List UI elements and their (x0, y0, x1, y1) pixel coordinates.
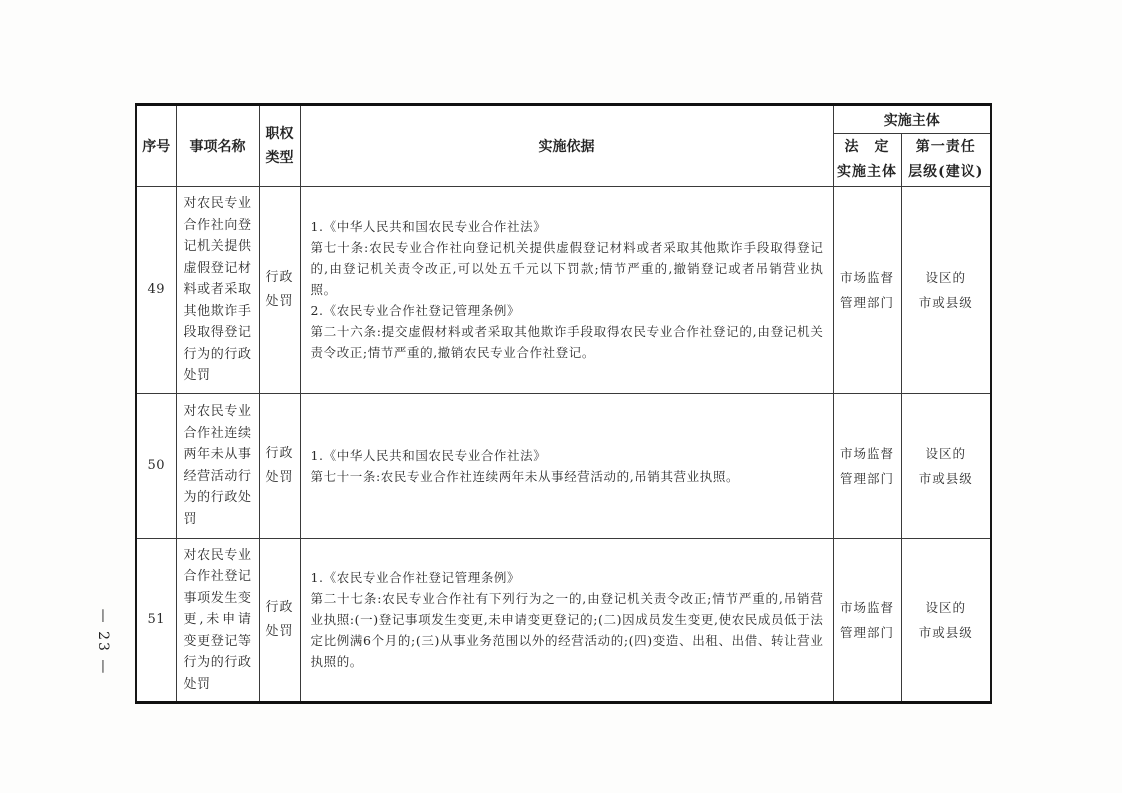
seq-cell: 50 (136, 393, 176, 538)
basis-paragraph: 第七十一条:农民专业合作社连续两年未从事经营活动的,吊销其营业执照。 (310, 468, 740, 484)
table-row (136, 187, 991, 394)
legal-subject-line: 市场监督 (839, 445, 894, 461)
responsibility-level-line: 市或县级 (918, 624, 973, 640)
power-type-cell: 行政处罚 (259, 393, 300, 538)
basis-paragraph: 1.《农民专业合作社登记管理条例》 (310, 570, 521, 586)
basis-paragraph: 1.《中华人民共和国农民专业合作社法》 (310, 447, 547, 463)
header-legal-subject (833, 134, 901, 187)
power-type-cell: 行政处罚 (259, 187, 300, 394)
header-legal-subject-line2: 实施主体 (837, 164, 897, 180)
legal-subject-line: 管理部门 (839, 470, 894, 486)
header-basis: 实施依据 (300, 105, 833, 187)
basis-paragraph: 第七十条:农民专业合作社向登记机关提供虚假登记材料或者采取其他欺诈手段取得登记的,由登记机关责令改正,可以处五千元以下罚款;情节严重的,撤销登记或者吊销营业执照。 (310, 240, 824, 298)
basis-paragraph: 第二十六条:提交虚假材料或者采取其他欺诈手段取得农民专业合作社登记的,由登记机关责令改正;情节严重的,撤销农民专业合作社登记。 (310, 324, 824, 361)
responsibility-level-cell (901, 187, 991, 394)
legal-subject-line: 管理部门 (839, 294, 894, 310)
basis-paragraph: 1.《中华人民共和国农民专业合作社法》 (310, 219, 547, 235)
item-name-cell: 对农民专业合作社连续两年未从事经营活动行为的行政处罚 (176, 393, 259, 538)
header-row-group (136, 105, 991, 134)
legal-subject-line: 市场监督 (839, 599, 894, 615)
legal-subject-line: 市场监督 (839, 269, 894, 285)
basis-cell (300, 187, 833, 394)
page-number: — 23 — (95, 608, 111, 676)
item-name-cell: 对农民专业合作社向登记机关提供虚假登记材料或者采取其他欺诈手段取得登记行为的行政处罚 (176, 187, 259, 394)
responsibility-level-line: 市或县级 (918, 294, 973, 310)
responsibility-level-line: 设区的 (925, 269, 966, 285)
header-responsibility-level-line1: 第一责任 (915, 139, 976, 155)
responsibility-level-line: 设区的 (925, 599, 966, 615)
header-power-type: 职权类型 (259, 105, 300, 187)
legal-subject-cell (833, 187, 901, 394)
responsibility-level-cell (901, 538, 991, 703)
authority-items-table (135, 103, 992, 704)
power-type-cell: 行政处罚 (259, 538, 300, 703)
responsibility-level-line: 设区的 (925, 445, 966, 461)
table-row (136, 393, 991, 538)
legal-subject-line: 管理部门 (839, 624, 894, 640)
basis-paragraph: 第二十七条:农民专业合作社有下列行为之一的,由登记机关责令改正;情节严重的,吊销营业执照:(一)登记事项发生变更,未申请变更登记的;(二)因成员发生变更,使农民成员低于法定比例满6个月的;(三)从事业务范围以外的经营活动的;(四)变造、出租、出借、转让营业执照的。 (310, 591, 824, 670)
basis-cell (300, 538, 833, 703)
header-subject-group: 实施主体 (833, 105, 991, 134)
item-name-cell: 对农民专业合作社登记事项发生变更,未申请变更登记等行为的行政处罚 (176, 538, 259, 703)
seq-cell: 49 (136, 187, 176, 394)
basis-paragraph: 2.《农民专业合作社登记管理条例》 (310, 303, 521, 319)
basis-cell (300, 393, 833, 538)
header-legal-subject-line1: 法 定 (844, 139, 890, 155)
responsibility-level-cell (901, 393, 991, 538)
seq-cell: 51 (136, 538, 176, 703)
header-responsibility-level (901, 134, 991, 187)
table-row (136, 538, 991, 703)
table-header (136, 105, 991, 187)
header-responsibility-level-line2: 层级(建议) (908, 164, 984, 180)
responsibility-level-line: 市或县级 (918, 470, 973, 486)
legal-subject-cell (833, 393, 901, 538)
legal-subject-cell (833, 538, 901, 703)
header-seq: 序号 (136, 105, 176, 187)
header-item-name: 事项名称 (176, 105, 259, 187)
table-body (136, 187, 991, 703)
